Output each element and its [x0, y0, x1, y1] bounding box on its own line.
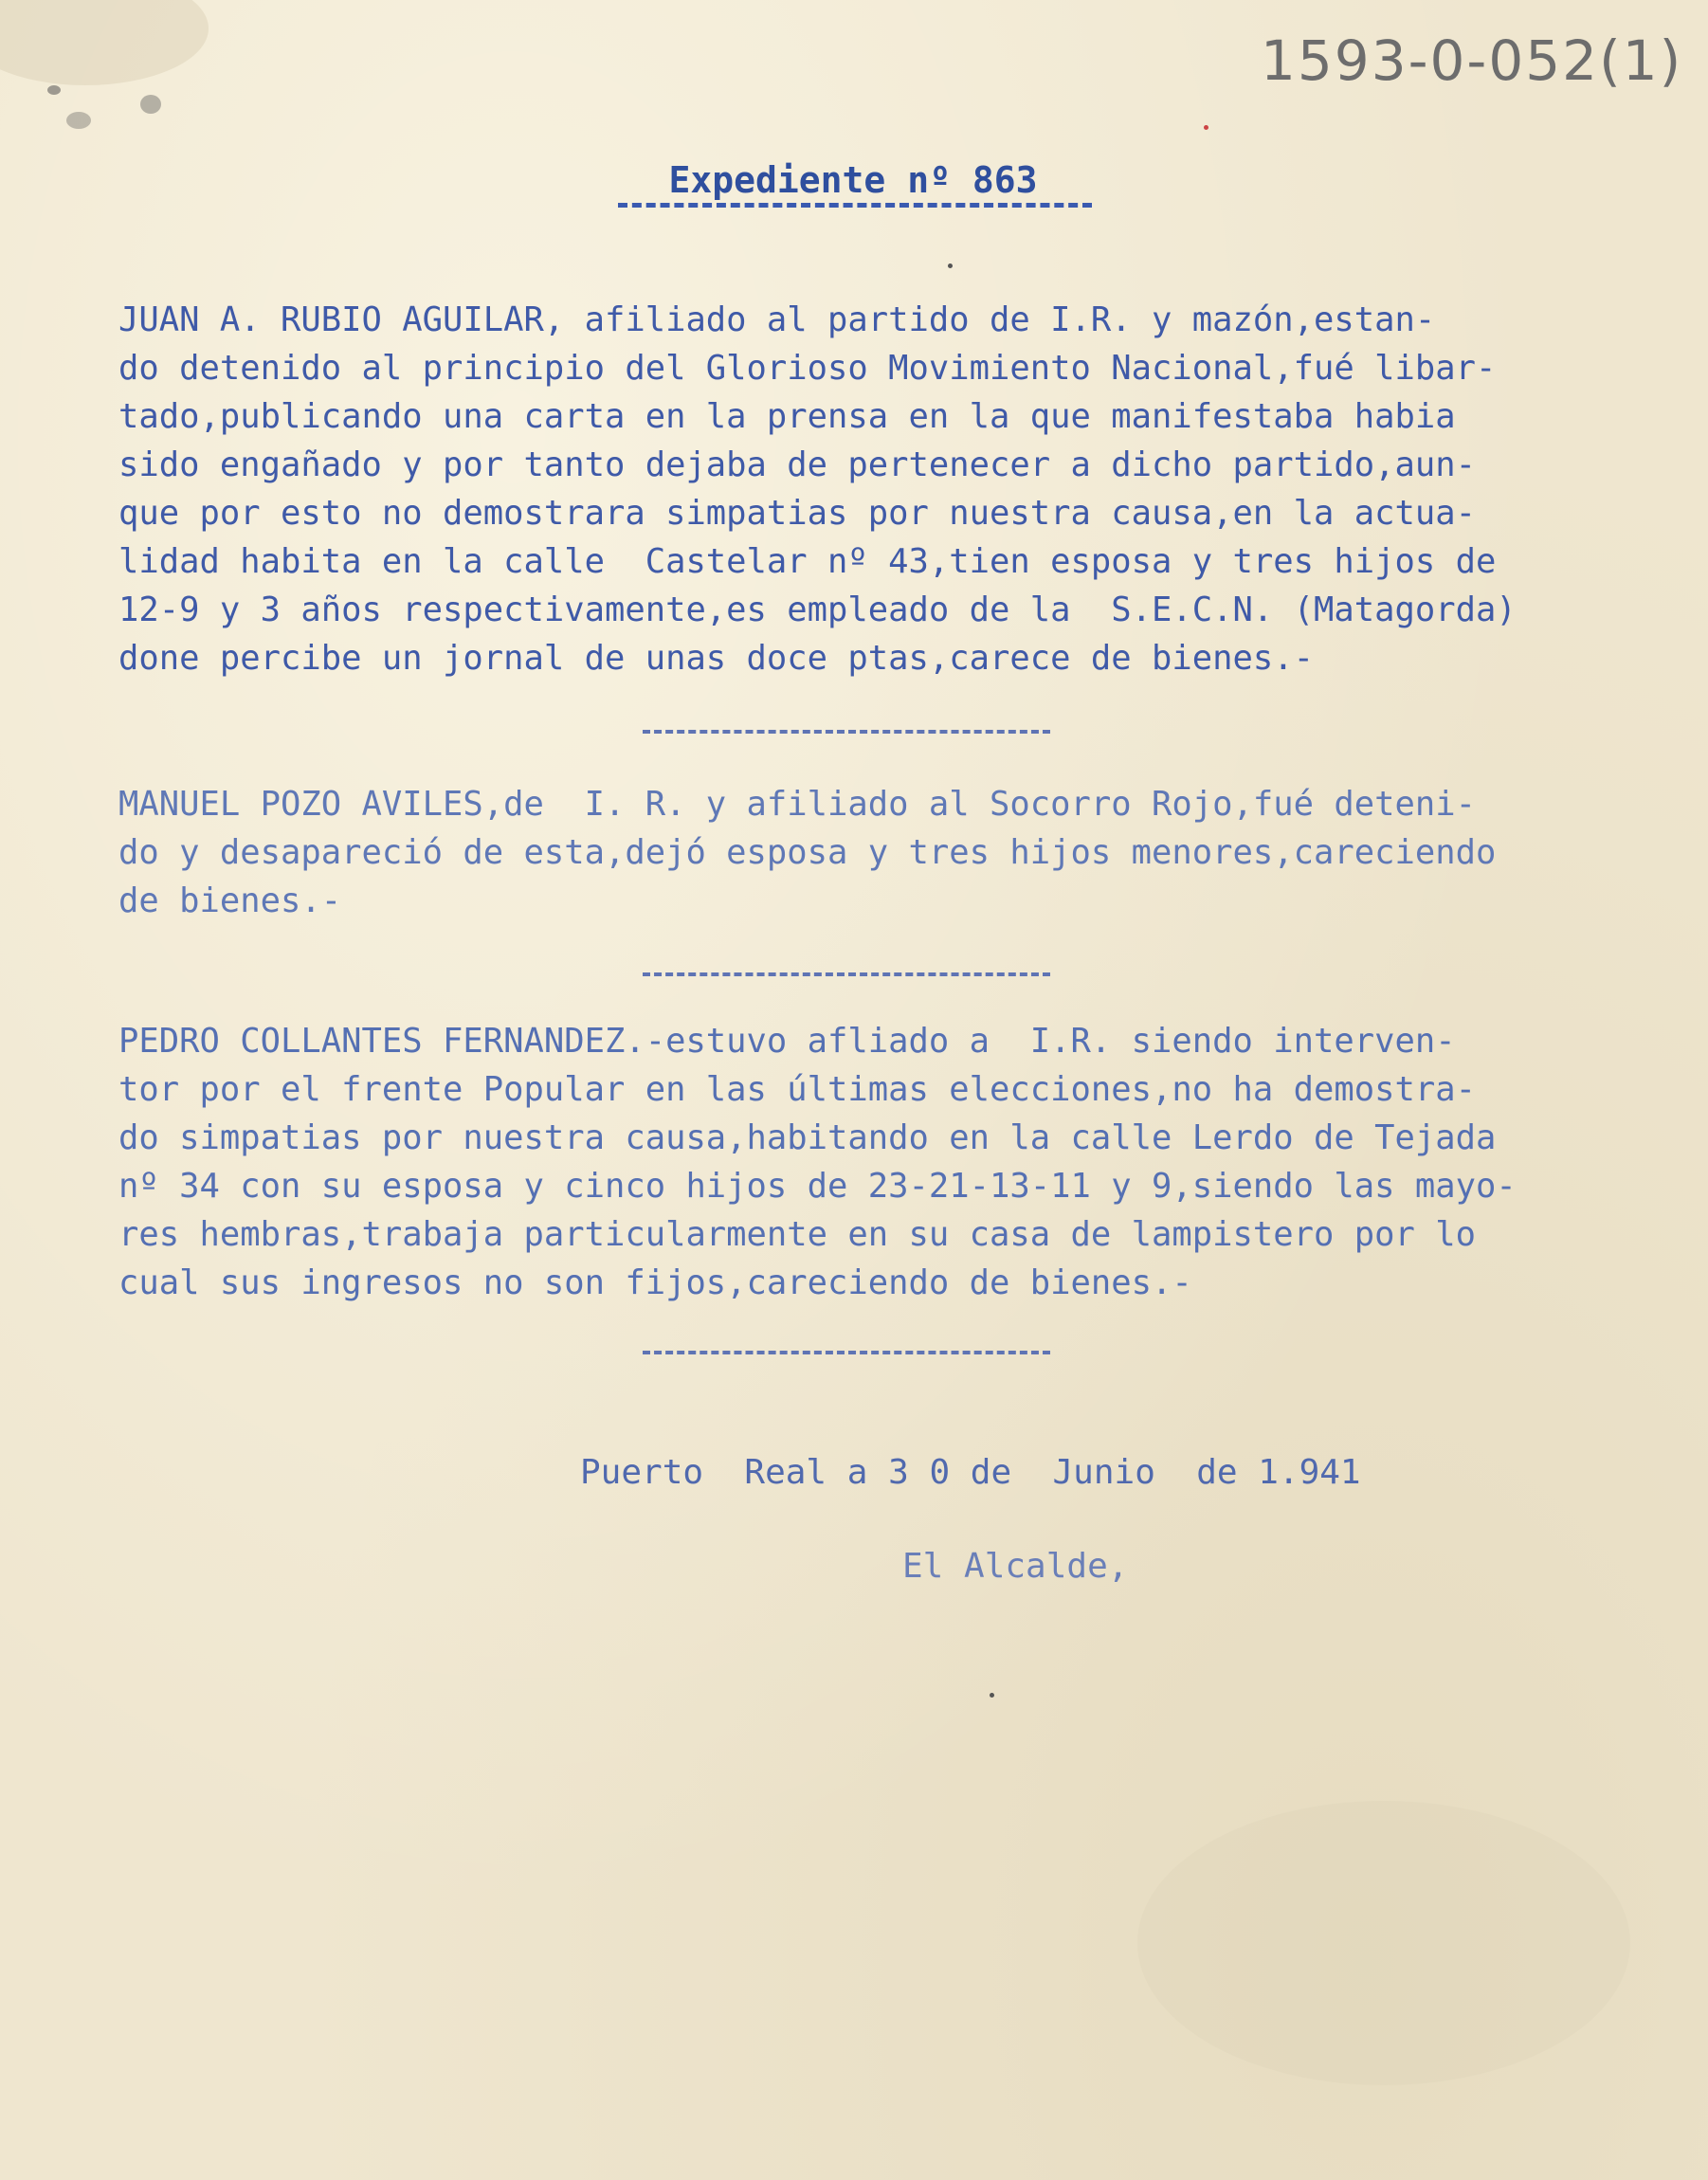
entry-pozo-aviles — [118, 780, 1692, 925]
ink-dot — [948, 263, 953, 268]
entry-line: nº 34 con su esposa y cinco hijos de 23-21-13-11 y 9,siendo las mayo- — [118, 1167, 1517, 1206]
entry-line: que por esto no demostrara simpatias por nuestra causa,en la actua- — [118, 494, 1476, 533]
entry-line: sido engañado y por tanto dejaba de pertenecer a dicho partido,aun- — [118, 445, 1476, 484]
entry-line: JUAN A. RUBIO AGUILAR, afiliado al partido de I.R. y mazón,estan- — [118, 300, 1436, 339]
entry-line: done percibe un jornal de unas doce ptas,carece de bienes.- — [118, 639, 1314, 678]
ink-spot — [66, 112, 91, 129]
ink-dot — [990, 1693, 994, 1698]
ink-spot — [47, 85, 61, 95]
entry-line: de bienes.- — [118, 881, 342, 920]
entry-line: lidad habita en la calle Castelar nº 43,tien esposa y tres hijos de — [118, 542, 1497, 581]
entry-line: 12-9 y 3 años respectivamente,es empleado de la S.E.C.N. (Matagorda) — [118, 590, 1517, 629]
archive-reference-number: 1593-0-052(1) — [1261, 28, 1683, 93]
entry-line: PEDRO COLLANTES FERNANDEZ.-estuvo afliado a I.R. siendo interven- — [118, 1022, 1456, 1061]
entry-line: cual sus ingresos no son fijos,careciendo de bienes.- — [118, 1263, 1192, 1302]
entry-rubio-aguilar — [118, 296, 1692, 682]
document-title: Expediente nº 863 — [668, 159, 1038, 201]
entry-line: do detenido al principio del Glorioso Movimiento Nacional,fué libar- — [118, 349, 1497, 388]
paper-stain — [1137, 1801, 1630, 2085]
entry-line: res hembras,trabaja particularmente en su casa de lampistero por lo — [118, 1215, 1476, 1254]
entry-line: do y desapareció de esta,dejó esposa y tres hijos menores,careciendo — [118, 833, 1497, 872]
ink-spot — [140, 95, 161, 114]
entry-line: MANUEL POZO AVILES,de I. R. y afiliado al Socorro Rojo,fué deteni- — [118, 785, 1476, 824]
ink-dot — [1204, 125, 1208, 130]
section-divider — [643, 1351, 1050, 1354]
entry-collantes-fernandez — [118, 1017, 1692, 1307]
paper-stain — [0, 0, 209, 85]
entry-line: do simpatias por nuestra causa,habitando en la calle Lerdo de Tejada — [118, 1118, 1497, 1157]
entry-line: tado,publicando una carta en la prensa en la que manifestaba habia — [118, 397, 1456, 436]
section-divider — [643, 730, 1050, 734]
place-and-date: Puerto Real a 3 0 de Junio de 1.941 — [580, 1453, 1361, 1492]
signature-label: El Alcalde, — [902, 1547, 1129, 1586]
section-divider — [643, 972, 1050, 976]
entry-line: tor por el frente Popular en las últimas elecciones,no ha demostra- — [118, 1070, 1476, 1109]
title-underline — [618, 203, 1092, 208]
